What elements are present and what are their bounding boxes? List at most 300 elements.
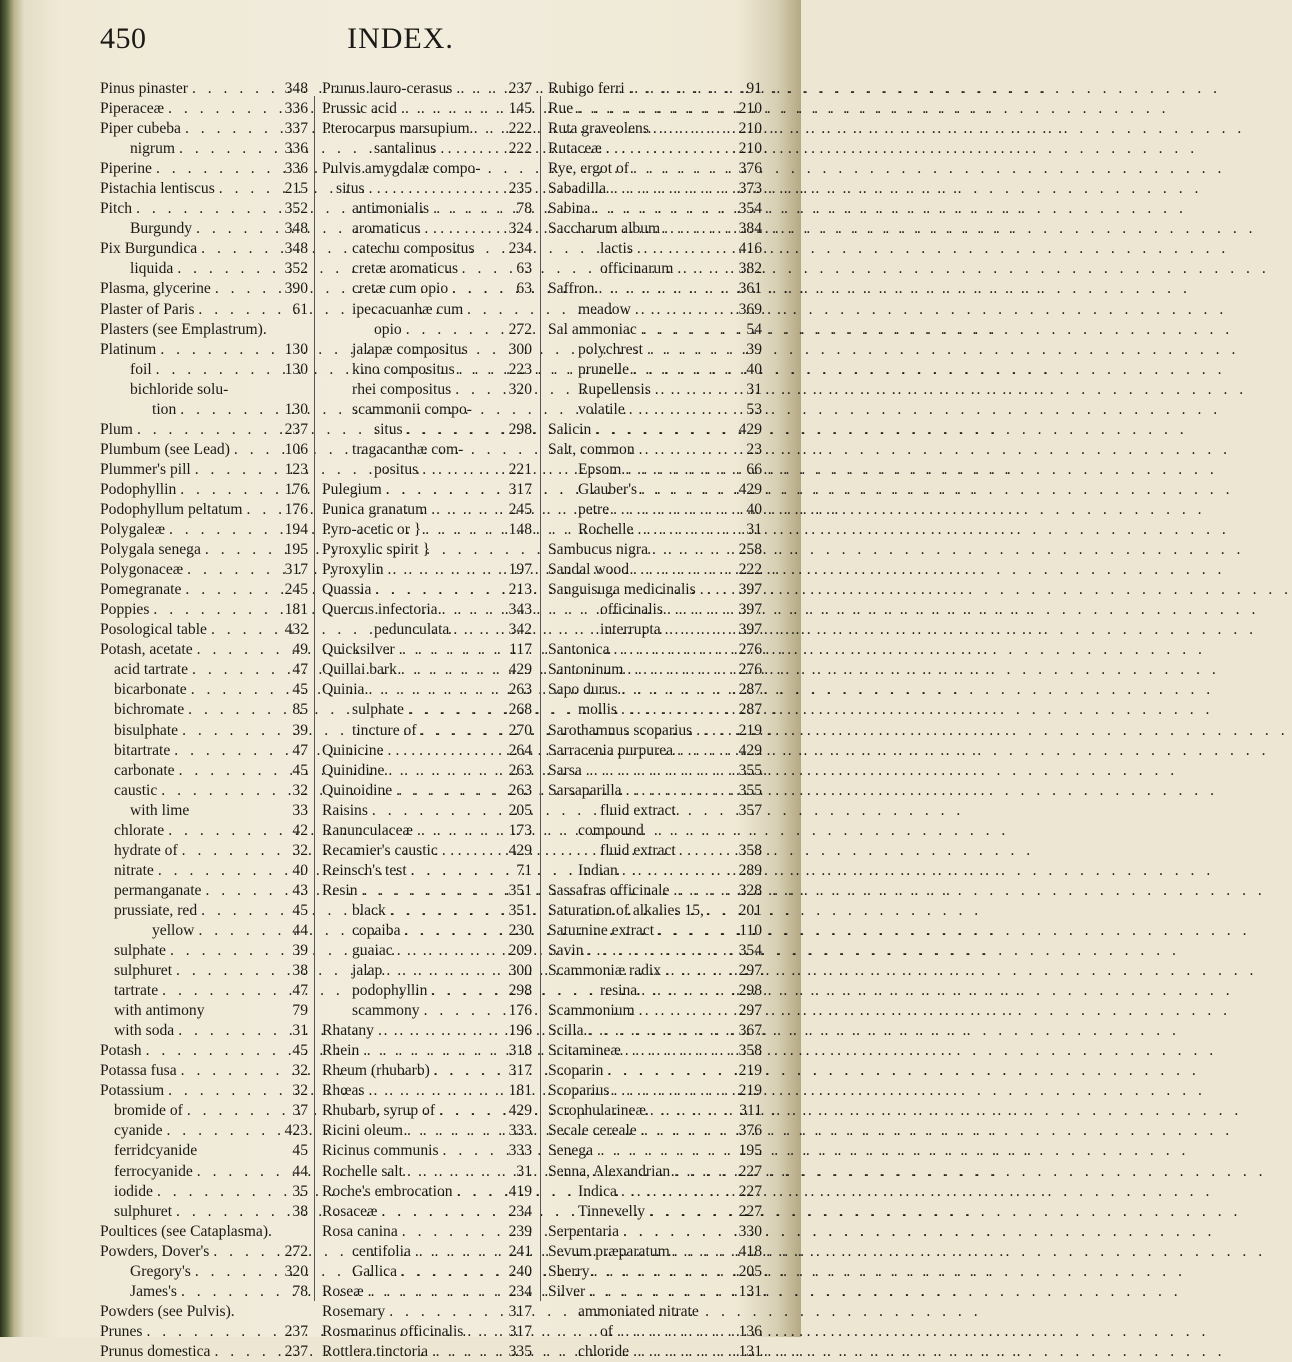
index-entry xyxy=(322,1121,532,1141)
index-entry xyxy=(322,1242,532,1262)
index-entry xyxy=(100,1322,308,1342)
page-reference: 270 xyxy=(508,721,532,739)
page-reference: 40 xyxy=(292,861,308,879)
dot-leader xyxy=(384,560,506,580)
index-term: Salt, common xyxy=(548,440,635,458)
dot-leader xyxy=(374,1021,506,1041)
index-entry xyxy=(548,981,762,1001)
index-entry xyxy=(100,640,308,660)
index-term: Plaster of Paris xyxy=(100,300,195,318)
page-reference: 110 xyxy=(739,921,762,939)
dot-leader xyxy=(594,279,736,299)
index-term: Santoninum xyxy=(548,661,624,679)
index-entry xyxy=(548,520,762,540)
index-entry xyxy=(322,881,532,901)
page-reference: 196 xyxy=(508,1022,532,1040)
index-term: Indian xyxy=(578,861,618,879)
index-entry xyxy=(100,320,308,340)
page-reference: 333 xyxy=(508,1122,532,1140)
dot-leader xyxy=(591,420,736,440)
index-entry xyxy=(548,801,762,821)
index-term: catechu compositus xyxy=(352,240,475,258)
dot-leader xyxy=(230,440,282,460)
page-reference: 227 xyxy=(738,1162,762,1180)
page-reference: 300 xyxy=(508,340,532,358)
index-term: Ricini oleum xyxy=(322,1122,403,1140)
page-reference: 355 xyxy=(738,761,762,779)
index-column-2 xyxy=(322,79,532,1362)
page-reference: 298 xyxy=(508,420,532,438)
index-term: Gregory's xyxy=(130,1262,191,1280)
dot-leader xyxy=(648,540,736,560)
dot-leader xyxy=(178,841,282,861)
index-term: Rye, ergot of xyxy=(548,160,629,178)
page-reference: 418 xyxy=(738,1242,762,1260)
index-term: santalinus xyxy=(374,140,437,158)
index-term: Prunus lauro-cerasus xyxy=(322,80,453,97)
dot-leader xyxy=(156,340,282,360)
index-entry xyxy=(322,1322,532,1342)
dot-leader xyxy=(188,660,282,680)
index-entry xyxy=(322,981,532,1001)
page-number: 450 xyxy=(100,22,147,55)
index-term: Scoparin xyxy=(548,1062,604,1080)
index-term: positus xyxy=(374,460,419,478)
index-term: Rubigo ferri xyxy=(548,80,625,97)
page-reference: 429 xyxy=(508,661,532,679)
index-entry xyxy=(322,1141,532,1161)
index-entry xyxy=(548,1222,762,1242)
page-reference: 237 xyxy=(508,80,532,97)
dot-leader xyxy=(194,921,282,941)
index-entry xyxy=(100,721,308,741)
dot-leader xyxy=(654,921,736,941)
index-entry xyxy=(548,420,762,440)
index-entry xyxy=(548,540,762,560)
dot-leader xyxy=(164,1081,282,1101)
page-reference: 337 xyxy=(284,120,308,138)
page-reference: 45 xyxy=(292,1142,308,1160)
index-entry xyxy=(100,600,308,620)
index-entry xyxy=(322,1342,532,1362)
page-reference: 429 xyxy=(508,1102,532,1120)
index-term: rhei compositus xyxy=(352,380,452,398)
page-reference: 227 xyxy=(738,1202,762,1220)
dot-leader xyxy=(191,460,282,480)
index-term: Rupellensis xyxy=(578,380,651,398)
dot-leader xyxy=(420,219,506,239)
index-entry xyxy=(322,560,532,580)
index-entry xyxy=(322,380,532,400)
dot-leader xyxy=(359,1041,506,1061)
index-entry xyxy=(322,1041,532,1061)
page-reference: 47 xyxy=(292,661,308,679)
index-term: liquida xyxy=(130,260,174,278)
index-term: Tinnevelly xyxy=(578,1202,646,1220)
page-reference: 40 xyxy=(746,500,762,518)
index-term: Potassium xyxy=(100,1082,165,1100)
page-reference: 31 xyxy=(746,521,762,539)
dot-leader xyxy=(207,620,282,640)
page-reference: 63 xyxy=(516,280,532,298)
page-reference: 320 xyxy=(508,380,532,398)
page-reference: 357 xyxy=(738,801,762,819)
dot-leader xyxy=(386,901,506,921)
index-entry xyxy=(548,1121,762,1141)
page-reference: 49 xyxy=(292,641,308,659)
index-entry xyxy=(322,520,532,540)
dot-leader xyxy=(176,480,282,500)
index-entry xyxy=(548,941,762,961)
dot-leader xyxy=(418,460,506,480)
index-term: Rhœas xyxy=(322,1082,365,1100)
page-reference: 336 xyxy=(284,140,308,158)
dot-leader xyxy=(175,139,282,159)
index-entry xyxy=(100,340,308,360)
index-entry xyxy=(322,781,532,801)
index-entry xyxy=(548,781,762,801)
dot-leader xyxy=(210,1342,282,1362)
index-term: sulphate xyxy=(352,701,404,719)
dot-leader xyxy=(192,219,282,239)
page-reference: 397 xyxy=(738,581,762,599)
dot-leader xyxy=(651,380,736,400)
page-reference: 222 xyxy=(508,120,532,138)
index-entry xyxy=(322,1182,532,1202)
page-reference: 237 xyxy=(284,1322,308,1340)
dot-leader xyxy=(463,1322,506,1342)
index-term: scammonii compo- xyxy=(352,400,472,418)
dot-leader xyxy=(619,1222,736,1242)
page-reference: 297 xyxy=(738,962,762,980)
page-reference: 39 xyxy=(746,340,762,358)
dot-leader xyxy=(215,179,282,199)
index-term: Quillai bark xyxy=(322,661,397,679)
index-entry xyxy=(548,300,762,320)
dot-leader xyxy=(622,781,736,801)
dot-leader xyxy=(173,259,282,279)
index-entry xyxy=(100,239,308,259)
dot-leader xyxy=(402,320,506,340)
dot-leader xyxy=(629,1342,736,1362)
page-reference: 71 xyxy=(516,861,532,879)
index-entry xyxy=(548,881,762,901)
index-entry xyxy=(322,861,532,881)
dot-leader xyxy=(172,961,282,981)
page-reference: 351 xyxy=(508,901,532,919)
index-term: carbonate xyxy=(114,761,175,779)
page-reference: 333 xyxy=(508,1142,532,1160)
index-entry xyxy=(548,1202,762,1222)
index-entry xyxy=(548,961,762,981)
dot-leader xyxy=(401,921,507,941)
dot-leader xyxy=(382,480,506,500)
page-reference: 352 xyxy=(284,260,308,278)
index-entry xyxy=(100,821,308,841)
dot-leader xyxy=(194,300,282,320)
index-term: Saffron xyxy=(548,280,595,298)
index-term: officinalis xyxy=(600,601,663,619)
index-term: tion xyxy=(152,400,177,418)
index-term: Prunes xyxy=(100,1322,143,1340)
page-reference: 205 xyxy=(508,801,532,819)
index-term: Scrophularineæ xyxy=(548,1102,646,1120)
page-reference: 79 xyxy=(292,1002,308,1020)
page-reference: 384 xyxy=(738,220,762,238)
page-reference: 78 xyxy=(292,1282,308,1300)
page-reference: 31 xyxy=(746,380,762,398)
index-entry xyxy=(322,1101,532,1121)
page-reference: 131 xyxy=(738,1342,762,1360)
dot-leader xyxy=(133,420,282,440)
index-term: Salicin xyxy=(548,420,592,438)
dot-leader xyxy=(178,721,282,741)
index-entry xyxy=(100,781,308,801)
index-entry xyxy=(100,580,308,600)
index-term: aromaticus xyxy=(352,220,421,238)
index-term: Rosmarinus officinalis xyxy=(322,1322,464,1340)
page-reference: 343 xyxy=(508,601,532,619)
page-reference: 131 xyxy=(738,1282,762,1300)
index-term: Glauber's xyxy=(578,480,638,498)
page-reference: 38 xyxy=(292,962,308,980)
index-entry xyxy=(548,1182,762,1202)
index-term: Pterocarpus marsupium xyxy=(322,120,470,138)
index-entry xyxy=(100,440,308,460)
index-entry xyxy=(548,500,762,520)
dot-leader xyxy=(364,1282,506,1302)
dot-leader xyxy=(439,1141,506,1161)
page-reference: 195 xyxy=(738,1142,762,1160)
index-entry xyxy=(322,721,532,741)
dot-leader xyxy=(669,881,736,901)
page-reference: 376 xyxy=(738,1122,762,1140)
page-reference: 32 xyxy=(292,781,308,799)
dot-leader xyxy=(692,721,736,741)
dot-leader xyxy=(610,640,737,660)
dot-leader xyxy=(164,821,282,841)
index-entry xyxy=(100,420,308,440)
index-term: lactis xyxy=(600,240,633,258)
dot-leader xyxy=(646,1101,736,1121)
index-entry xyxy=(322,660,532,680)
page-reference: 258 xyxy=(738,541,762,559)
index-term: Rochelle salt xyxy=(322,1162,403,1180)
page-reference: 210 xyxy=(738,100,762,118)
index-term: Saturnine extract xyxy=(548,921,655,939)
page-reference: 194 xyxy=(284,521,308,539)
index-term: copaiba xyxy=(352,921,401,939)
dot-leader xyxy=(438,600,506,620)
index-term: ferridcyanide xyxy=(114,1142,198,1160)
index-term: Rhatany xyxy=(322,1022,374,1040)
dot-leader xyxy=(428,1342,506,1362)
page-reference: 197 xyxy=(508,561,532,579)
dot-leader xyxy=(617,1182,736,1202)
dot-leader xyxy=(427,500,506,520)
index-term: ferrocyanide xyxy=(114,1162,193,1180)
index-entry xyxy=(100,1061,308,1081)
page-reference: 272 xyxy=(508,320,532,338)
dot-leader xyxy=(166,941,282,961)
page-reference: 264 xyxy=(508,741,532,759)
index-term: Recamier's caustic xyxy=(322,841,438,859)
index-entry xyxy=(322,320,532,340)
index-term: Sabina xyxy=(548,200,591,218)
index-entry xyxy=(322,761,532,781)
index-entry xyxy=(548,1162,762,1182)
index-term: Platinum xyxy=(100,340,157,358)
page-reference: 45 xyxy=(292,681,308,699)
page-reference: 148 xyxy=(508,521,532,539)
page-reference: 367 xyxy=(738,1022,762,1040)
page-reference: 219 xyxy=(738,721,762,739)
index-entry xyxy=(548,400,762,420)
index-entry xyxy=(548,259,762,279)
index-term: cretæ aromaticus xyxy=(352,260,459,278)
index-entry xyxy=(100,380,308,400)
page-reference: 429 xyxy=(508,841,532,859)
index-entry xyxy=(322,199,532,219)
index-entry xyxy=(548,680,762,700)
index-term: acid tartrate xyxy=(114,661,189,679)
page-reference: 317 xyxy=(508,480,532,498)
page-reference: 358 xyxy=(738,841,762,859)
index-term: Sanguisuga medicinalis xyxy=(548,581,696,599)
dot-leader xyxy=(417,721,506,741)
index-entry xyxy=(548,1242,762,1262)
dot-leader xyxy=(621,460,736,480)
index-term: nitrate xyxy=(114,861,154,879)
index-term: Reinsch's test xyxy=(322,861,407,879)
index-entry xyxy=(548,580,762,600)
dot-leader xyxy=(670,1242,736,1262)
index-entry xyxy=(322,179,532,199)
dot-leader xyxy=(452,79,506,99)
index-term: mollis xyxy=(578,701,617,719)
index-entry xyxy=(322,580,532,600)
page-reference: 390 xyxy=(284,280,308,298)
index-term: ipecacuanhæ cum xyxy=(352,300,464,318)
page-reference: 215 xyxy=(284,180,308,198)
index-term: Silver xyxy=(548,1282,586,1300)
index-entry xyxy=(548,360,762,380)
page-reference: 419 xyxy=(508,1182,532,1200)
index-entry xyxy=(548,1061,762,1081)
index-term: Plasters (see Emplastrum). xyxy=(100,320,267,338)
index-entry xyxy=(322,400,532,420)
index-term: jalapæ compositus xyxy=(352,340,468,358)
dot-leader xyxy=(183,1101,282,1121)
index-term: polychrest xyxy=(578,340,643,358)
page-reference: 136 xyxy=(738,1322,762,1340)
page-reference: 23 xyxy=(746,440,762,458)
index-term: caustic xyxy=(114,781,158,799)
index-term: yellow xyxy=(152,921,195,939)
index-entry xyxy=(548,1141,762,1161)
index-entry xyxy=(100,1001,308,1021)
index-entry xyxy=(100,620,308,640)
dot-leader xyxy=(176,400,282,420)
index-term: Rheum (rhubarb) xyxy=(322,1062,430,1080)
index-term: Sarsaparilla xyxy=(548,781,622,799)
page-reference: 117 xyxy=(509,641,532,659)
page-reference: 209 xyxy=(508,942,532,960)
page-reference: 130 xyxy=(284,340,308,358)
dot-leader xyxy=(364,1081,506,1101)
index-entry xyxy=(322,1081,532,1101)
page-reference: 123 xyxy=(284,460,308,478)
index-entry xyxy=(548,279,762,299)
page-reference: 45 xyxy=(292,901,308,919)
index-term: Poultices (see Cataplasma). xyxy=(100,1222,272,1240)
index-term: pedunculata xyxy=(374,621,450,639)
dot-leader xyxy=(177,1282,282,1302)
index-entry xyxy=(100,1202,308,1222)
index-term: chloride xyxy=(578,1342,630,1360)
index-entry xyxy=(548,340,762,360)
page-reference: 223 xyxy=(508,360,532,378)
index-term: with antimony xyxy=(114,1002,205,1020)
dot-leader xyxy=(637,320,736,340)
index-term: Sassafras officinale xyxy=(548,881,670,899)
dot-leader xyxy=(633,239,736,259)
page-reference: 32 xyxy=(292,1062,308,1080)
index-entry xyxy=(322,540,532,560)
page-reference: 35 xyxy=(292,1182,308,1200)
index-entry xyxy=(100,1242,308,1262)
index-term: Potassa fusa xyxy=(100,1062,177,1080)
index-term: Rottlera tinctoria xyxy=(322,1342,429,1360)
index-entry xyxy=(548,380,762,400)
page-reference: 47 xyxy=(292,741,308,759)
index-entry xyxy=(100,300,308,320)
index-entry xyxy=(322,139,532,159)
index-entry xyxy=(322,620,532,640)
dot-leader xyxy=(455,360,506,380)
index-entry xyxy=(100,159,308,179)
index-term: Pomegranate xyxy=(100,581,182,599)
page-reference: 317 xyxy=(508,1062,532,1080)
dot-leader xyxy=(395,640,506,660)
index-entry xyxy=(322,340,532,360)
dot-leader xyxy=(393,941,506,961)
index-term: Potash, acetate xyxy=(100,641,193,659)
index-entry xyxy=(548,1021,762,1041)
dot-leader xyxy=(384,741,507,761)
page-reference: 78 xyxy=(516,200,532,218)
dot-leader xyxy=(187,680,282,700)
dot-leader xyxy=(132,199,282,219)
dot-leader xyxy=(661,620,736,640)
index-entry xyxy=(322,460,532,480)
index-entry xyxy=(100,1021,308,1041)
index-term: Sandal wood xyxy=(548,561,629,579)
index-term: Sabadilla xyxy=(548,180,607,198)
dot-leader xyxy=(623,660,736,680)
page-reference: 268 xyxy=(508,701,532,719)
index-term: Rochelle xyxy=(578,521,634,539)
index-entry xyxy=(322,300,532,320)
page-reference: 382 xyxy=(738,260,762,278)
dot-leader xyxy=(385,1302,506,1322)
index-entry xyxy=(100,941,308,961)
index-term: resina xyxy=(600,982,638,1000)
page-reference: 397 xyxy=(738,601,762,619)
page-reference: 328 xyxy=(738,881,762,899)
index-term: Quinicine xyxy=(322,741,384,759)
page-reference: 210 xyxy=(738,120,762,138)
